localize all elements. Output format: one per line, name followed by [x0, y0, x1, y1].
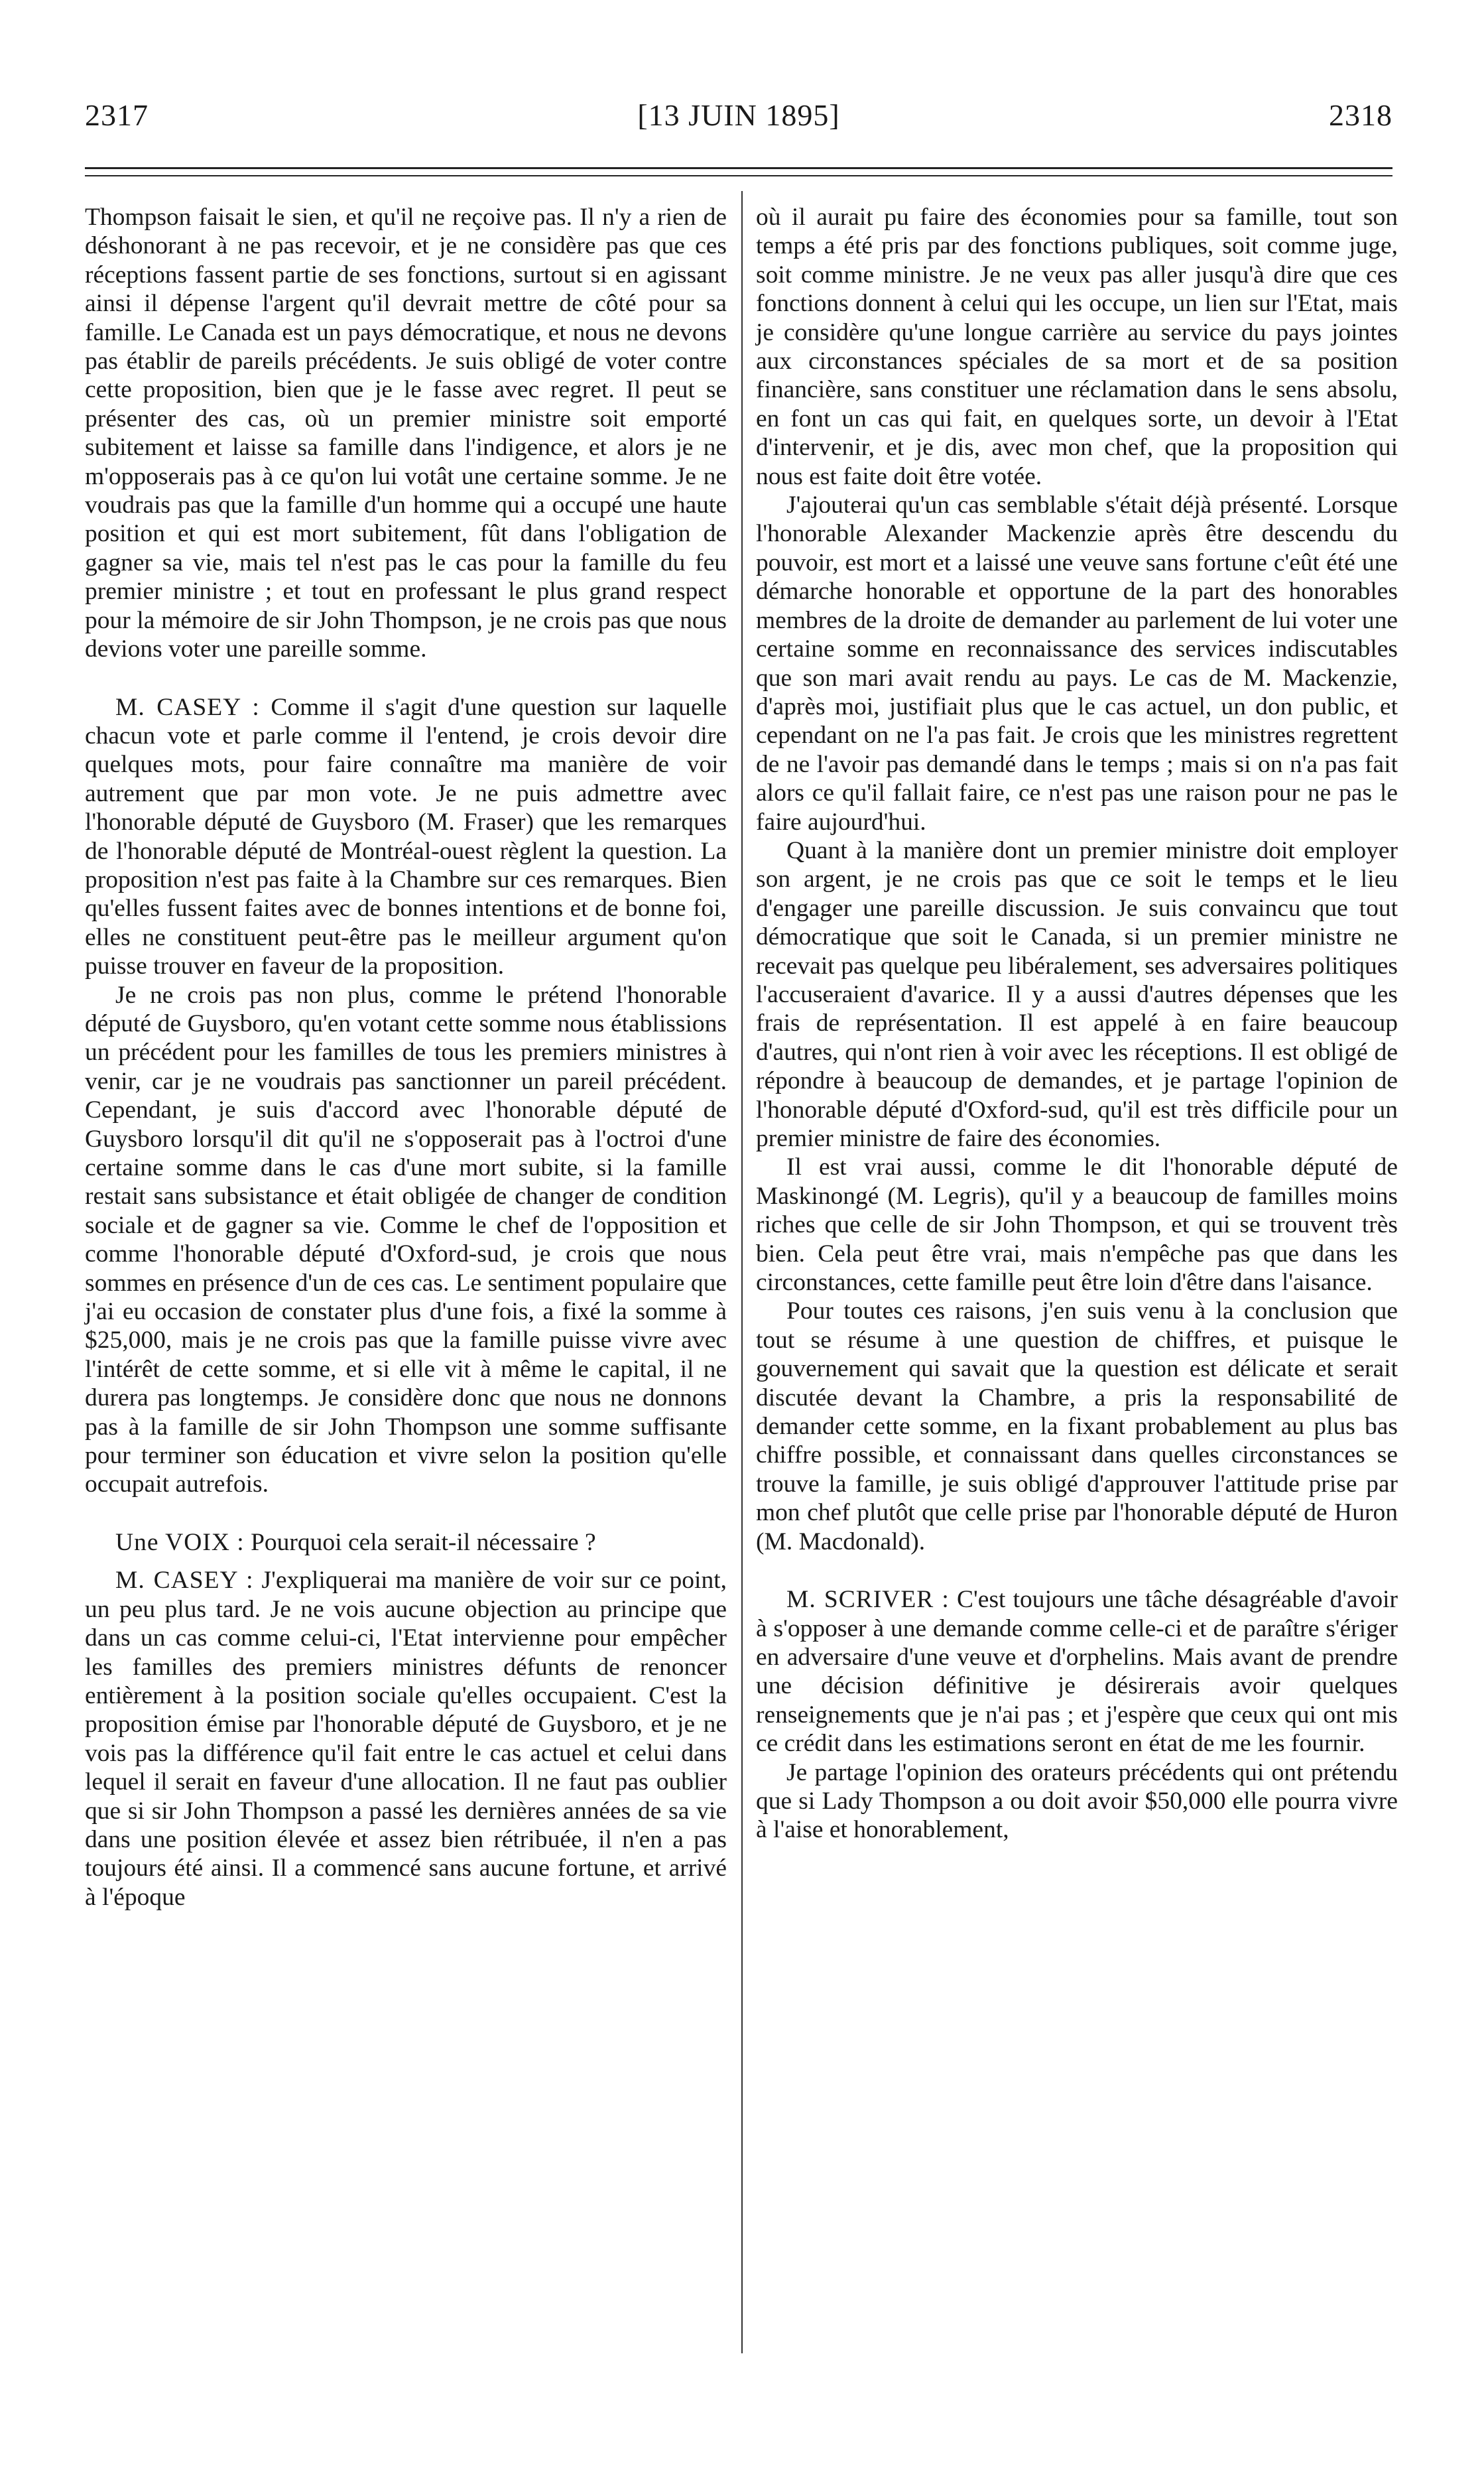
header-rule	[85, 166, 1392, 182]
paragraph	[756, 1585, 1398, 1758]
paragraph-text: J'expliquerai ma manière de voir sur ce point, un peu plus tard. Je ne vois aucune objection au principe que dans un cas comme celui-ci, l'Etat intervienne pour empêcher les familles des premiers ministres défunts de renoncer entièrement à la position sociale qu'elles occupaient. C'est la proposition émise par l'honorable député de Guysboro, et je ne vois pas la différence qu'il fait entre le cas actuel et celui dans lequel il serait en faveur d'une allocation. Il ne faut pas oublier que si sir John Thompson a passé les dernières années de sa vie dans une position élevée et assez bien rétribuée, il n'en a pas toujours été ainsi. Il a commencé sans aucune fortune, et arrivé à l'époque	[85, 1567, 727, 1911]
speaker-name: M. CASEY :	[115, 1567, 254, 1595]
paragraph: J'ajouterai qu'un cas semblable s'était déjà présenté. Lorsque l'honorable Alexander Mackenzie après être descendu du pouvoir, est mort et a laissé une veuve sans fortune c'eût été une démarche honorable et opportune de la part des honorables membres de la droite de demander au parlement de lui voter une certaine somme en reconnaissance des services indiscutables que son mari avait rendu au pays. Le cas de M. Mackenzie, d'après moi, justifiait plus que le cas actuel, un don public, et cependant on ne l'a pas fait. Je crois que les ministres regrettent de ne l'avoir pas demandé dans le temps ; mais si on n'a pas fait alors ce qu'il fallait faire, ce n'est pas une raison pour ne pas le faire aujourd'hui.	[756, 491, 1398, 836]
paragraph: Il est vrai aussi, comme le dit l'honorable député de Maskinongé (M. Legris), qu'il y a beaucoup de familles moins riches que celle de sir John Thompson, et qui se trouvent très bien. Cela peut être vrai, mais n'empêche pas que dans les circonstances, cette famille peut être loin d'être dans l'aisance.	[756, 1153, 1398, 1297]
session-date: [13 JUIN 1895]	[637, 98, 840, 132]
right-column	[756, 203, 1398, 1845]
column-divider	[741, 191, 743, 2353]
header-rule-bottom	[85, 175, 1392, 176]
paragraph: où il aurait pu faire des économies pour sa famille, tout son temps a été pris par des fonctions publiques, soit comme juge, soit comme ministre. Je ne veux pas aller jusqu'à dire que ces fonctions donnent à celui qui les occupe, un lien sur l'Etat, mais je considère qu'une longue carrière au service du pays jointes aux circonstances spéciales de sa mort et de sa position financière, sans constituer une réclamation dans le sens absolu, en font un cas qui fait, en quelques sorte, un devoir à l'Etat d'intervenir, et je dis, avec mon chef, que la proposition qui nous est faite doit être votée.	[756, 204, 1398, 490]
right-page-number: 2318	[1328, 98, 1392, 132]
page-header	[85, 92, 1392, 138]
paragraph-text: C'est toujours une tâche désagréable d'avoir à s'opposer à une demande comme celle-ci et de paraître s'ériger en adversaire d'une veuve et d'orphelins. Mais avant de prendre une décision définitive je désirerais avoir quelques renseignements que je n'ai pas ; et j'espère que ceux qui ont mis ce crédit dans les estimations seront en état de me les fournir.	[756, 1586, 1398, 1758]
paragraph	[85, 1566, 727, 1912]
paragraph	[85, 693, 727, 981]
paragraph-text: Pourquoi cela serait-il nécessaire ?	[251, 1528, 596, 1556]
header-rule-top	[85, 167, 1392, 169]
paragraph: Thompson faisait le sien, et qu'il ne reçoive pas. Il n'y a rien de déshonorant à ne pas recevoir, et je ne considère pas que ces réceptions fassent partie de ses fonctions, surtout si en agissant ainsi il dépense l'argent qu'il devrait mettre de côté pour sa famille. Le Canada est un pays démocratique, et nous ne devons pas établir de pareils précédents. Je suis obligé de voter contre cette proposition, bien que je le fasse avec regret. Il peut se présenter des cas, où un premier ministre soit emporté subitement et laisse sa famille dans l'indigence, et alors je ne m'opposerais pas à ce qu'on lui votât une certaine somme. Je ne voudrais pas que la famille d'un homme qui a occupé une haute position et qui est mort subitement, fût dans l'obligation de gagner sa vie, mais tel n'est pas le cas pour la famille du feu premier ministre ; et tout en professant le plus grand respect pour la mémoire de sir John Thompson, je ne crois pas que nous devions voter une pareille somme.	[85, 204, 727, 663]
paragraph: Pour toutes ces raisons, j'en suis venu à la conclusion que tout se résume à une question de chiffres, et puisque le gouvernement qui savait que la question est délicate et serait discutée devant la Chambre, a pris la responsabilité de demander cette somme, en la fixant probablement au plus bas chiffre possible, et connaissant dans quelles circonstances se trouve la famille, je suis obligé d'approuver l'attitude prise par mon chef plutôt que celle prise par l'honorable député de Huron (M. Macdonald).	[756, 1297, 1398, 1555]
paragraph-text: Comme il s'agit d'une question sur laquelle chacun vote et parle comme il l'entend, je crois devoir dire quelques mots, pour faire connaître ma manière de voir autrement que par mon vote. Je ne puis admettre avec l'honorable député de Guysboro (M. Fraser) que les remarques de l'honorable député de Montréal-ouest règlent la question. La proposition n'est pas faite à la Chambre sur ces remarques. Bien qu'elles fussent faites avec de bonnes intentions et de bonne foi, elles ne constituent peut-être pas le meilleur argument qu'on puisse trouver en faveur de la proposition.	[85, 693, 727, 980]
left-page-number: 2317	[85, 98, 149, 132]
paragraph: Quant à la manière dont un premier ministre doit employer son argent, je ne crois pas que ce soit le temps et le lieu d'engager une pareille discussion. Je suis convaincu que tout démocratique que soit le Canada, si un premier ministre ne recevait pas quelque peu libéralement, ses adversaires politiques l'accuseraient d'avarice. Il y a aussi d'autres dépenses que les frais de représentation. Il est appelé à en faire beaucoup d'autres, qui n'ont rien à voir avec les réceptions. Il est obligé de répondre à beaucoup de demandes, et je partage l'opinion de l'honorable député d'Oxford-sud, qu'il est très difficile pour un premier ministre de faire des économies.	[756, 836, 1398, 1152]
left-column	[85, 203, 727, 1912]
speaker-name: Une VOIX :	[115, 1528, 245, 1556]
paragraph	[85, 1528, 727, 1557]
paragraph: Je partage l'opinion des orateurs précédents qui ont prétendu que si Lady Thompson a ou doit avoir $50,000 elle pourra vivre à l'aise et honorablement,	[756, 1758, 1398, 1844]
paragraph: Je ne crois pas non plus, comme le prétend l'honorable député de Guysboro, qu'en votant cette somme nous établissions un précédent pour les familles de tous les premiers ministres à venir, car je ne voudrais pas sanctionner un pareil précédent. Cependant, je suis d'accord avec l'honorable député de Guysboro lorsqu'il dit qu'il ne s'opposerait pas à l'octroi d'une certaine somme dans le cas d'une mort subite, si la famille restait sans subsistance et était obligée de changer de condition sociale et de gagner sa vie. Comme le chef de l'opposition et comme l'honorable député d'Oxford-sud, je crois que nous sommes en présence d'un de ces cas. Le sentiment populaire que j'ai eu occasion de constater plus d'une fois, a fixé la somme à $25,000, mais je ne crois pas que la famille puisse vivre avec l'intérêt de cette somme, et si elle vit à même le capital, il ne durera pas longtemps. Je considère donc que nous ne donnons pas à la famille de sir John Thompson une somme suffisante pour terminer son éducation et vivre selon la position qu'elle occupait autrefois.	[85, 981, 727, 1498]
speaker-name: M. CASEY :	[115, 693, 260, 721]
speaker-name: M. SCRIVER :	[786, 1586, 950, 1614]
